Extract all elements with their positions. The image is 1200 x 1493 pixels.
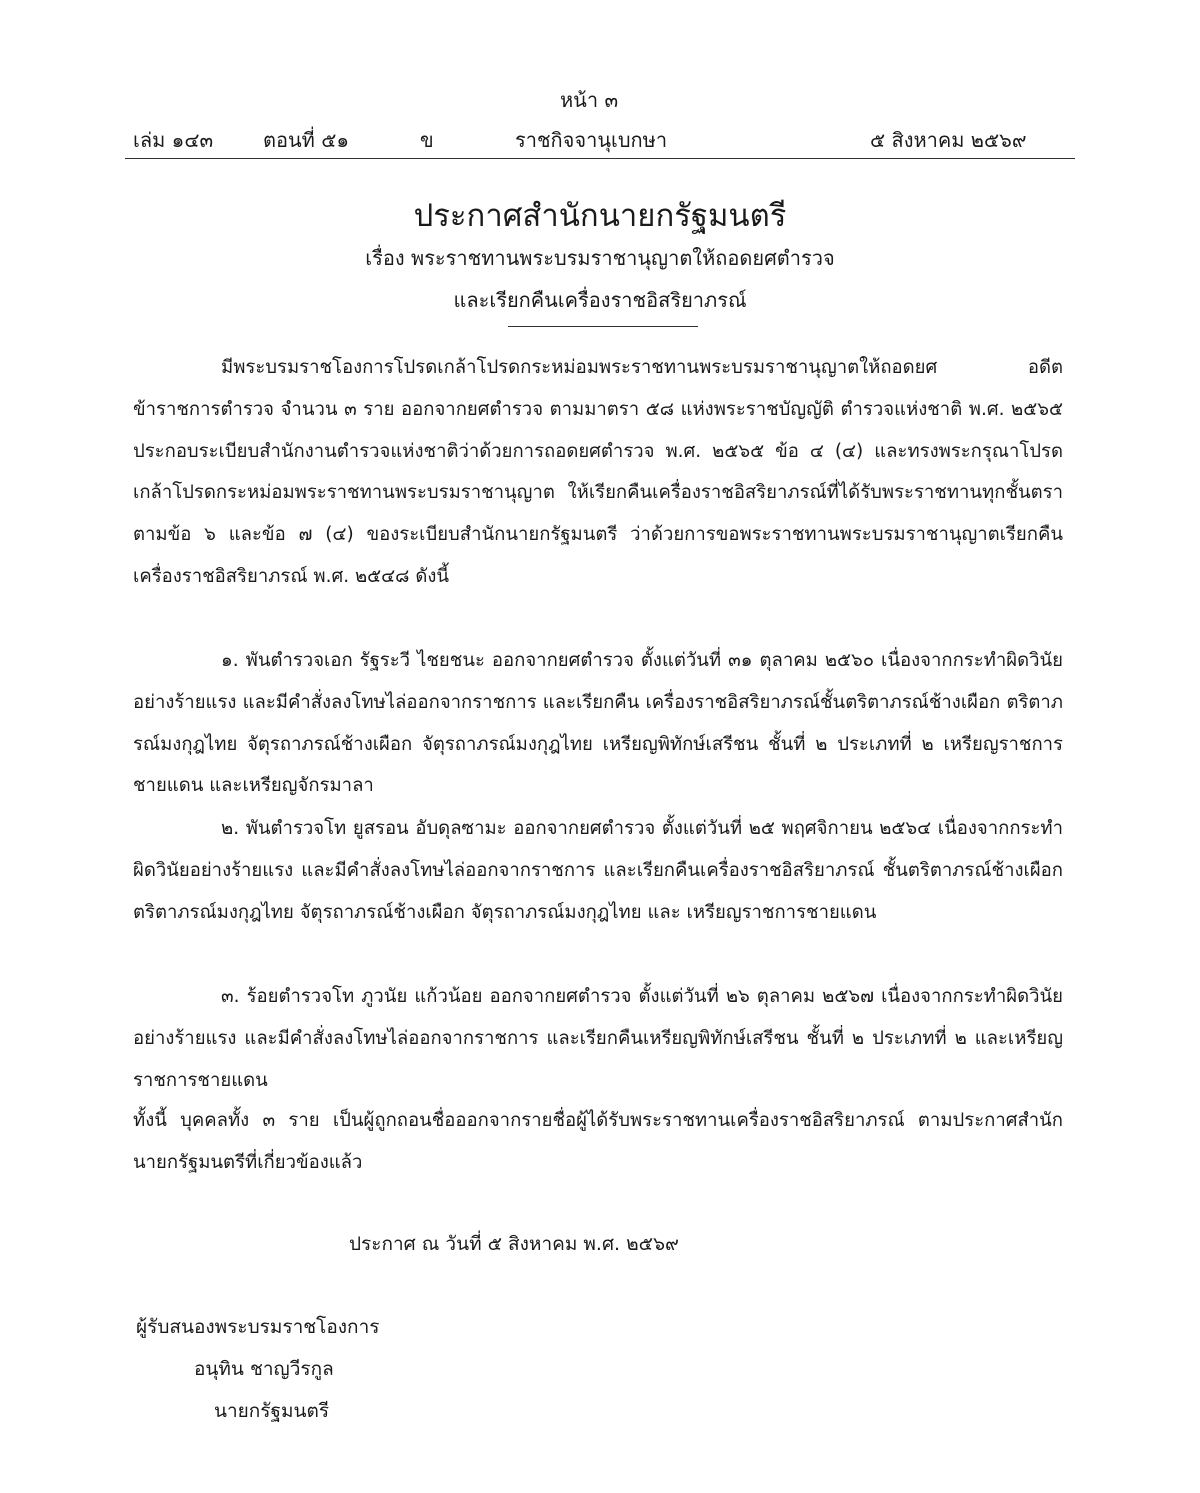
closing-paragraph: ทั้งนี้ บุคคลทั้ง ๓ ราย เป็นผู้ถูกถอนชื่อออกจากรายชื่อผู้ได้รับพระราชทานเครื่องราชอิสริยาภรณ์ ตามประกาศสำนักนายกรัฐมนตรีที่เกี่ยวข้องแล้ว [133,1110,1063,1173]
gazette-name: ราชกิจจานุเบกษา [515,128,668,152]
item-2-paragraph: ๒. พันตำรวจโท ยูสรอน อับดุลซามะ ออกจากยศตำรวจ ตั้งแต่วันที่ ๒๕ พฤศจิกายน ๒๕๖๔ เนื่องจากกระทำผิดวินัยอย่างร้ายแรง และมีคำสั่งลงโทษไล่ออกจากราชการ และเรียกคืนเครื่องราชอิสริยาภรณ์ ชั้นตริตาภรณ์ช้างเผือก ตริตาภรณ์มงกุฎไทย จัตุรถาภรณ์ช้างเผือก จัตุรถาภรณ์มงกุฎไทย และ เหรียญราชการชายแดน [133,818,1063,923]
header-divider [125,158,1075,159]
issue-number: ตอนที่ ๕๑ [263,128,350,152]
intro-paragraph: มีพระบรมราชโองการโปรดเกล้าโปรดกระหม่อมพระราชทานพระบรมราชานุญาตให้ถอดยศ อดีตข้าราชการตำรวจ จำนวน ๓ ราย ออกจากยศตำรวจ ตามมาตรา ๕๘ แห่งพระราชบัญญัติ ตำรวจแห่งชาติ พ.ศ. ๒๕๖๕ ประกอบระเบียบสำนักงานตำรวจแห่งชาติว่าด้วยการถอดยศตำรวจ พ.ศ. ๒๕๖๕ ข้อ ๔ (๔) และทรงพระกรุณาโปรดเกล้าโปรดกระหม่อมพระราชทานพระบรมราชานุญาต ให้เรียกคืนเครื่องราชอิสริยาภรณ์ที่ได้รับพระราชทานทุกชั้นตรา ตามข้อ ๖ และข้อ ๗ (๔) ของระเบียบสำนักนายกรัฐมนตรี ว่าด้วยการขอพระราชทานพระบรมราชานุญาตเรียกคืนเครื่องราชอิสริยาภรณ์ พ.ศ. ๒๕๔๘ ดังนี้ [133,357,1063,587]
countersign-name: อนุทิน ชาญวีรกูล [194,1358,334,1380]
publication-date: ๕ สิงหาคม ๒๕๖๙ [870,128,1027,152]
volume-number: เล่ม ๑๔๓ [133,128,214,152]
item-1-paragraph: ๑. พันตำรวจเอก รัฐระวี ไชยชนะ ออกจากยศตำรวจ ตั้งแต่วันที่ ๓๑ ตุลาคม ๒๕๖๐ เนื่องจากกระทำผิดวินัยอย่างร้ายแรง และมีคำสั่งลงโทษไล่ออกจากราชการ และเรียกคืน เครื่องราชอิสริยาภรณ์ชั้นตริตาภรณ์ช้างเผือก ตริตาภรณ์มงกุฎไทย จัตุรถาภรณ์ช้างเผือก จัตุรถาภรณ์มงกุฎไทย เหรียญพิทักษ์เสรีชน ชั้นที่ ๒ ประเภทที่ ๒ เหรียญราชการชายแดน และเหรียญจักรมาลา [133,650,1063,797]
announcement-date: ประกาศ ณ วันที่ ๕ สิงหาคม พ.ศ. ๒๕๖๙ [349,1233,679,1255]
countersign-role: ผู้รับสนองพระบรมราชโองการ [136,1316,380,1338]
title-divider [508,326,698,327]
page-number: หน้า ๓ [560,88,619,112]
item-3-paragraph: ๓. ร้อยตำรวจโท ภูวนัย แก้วน้อย ออกจากยศตำรวจ ตั้งแต่วันที่ ๒๖ ตุลาคม ๒๕๖๗ เนื่องจากกระทำผิดวินัยอย่างร้ายแรง และมีคำสั่งลงโทษไล่ออกจากราชการ และเรียกคืนเหรียญพิทักษ์เสรีชน ชั้นที่ ๒ ประเภทที่ ๒ และเหรียญราชการชายแดน [133,986,1063,1091]
section-letter: ข [420,128,434,152]
countersign-position: นายกรัฐมนตรี [214,1400,330,1422]
announcement-title: ประกาศสำนักนายกรัฐมนตรี [413,198,787,234]
subject-line-2: และเรียกคืนเครื่องราชอิสริยาภรณ์ [453,288,747,312]
subject-line-1: เรื่อง พระราชทานพระบรมราชานุญาตให้ถอดยศตำรวจ [365,246,835,270]
